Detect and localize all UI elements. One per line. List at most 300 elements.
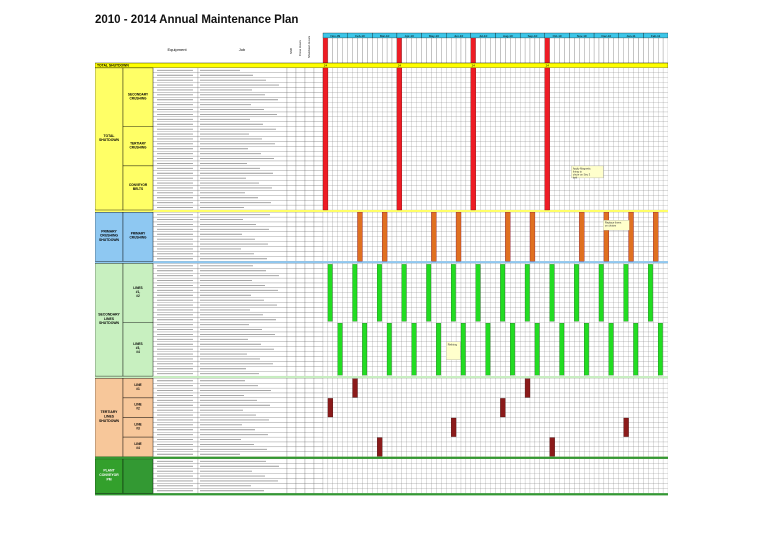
week-cell <box>402 200 407 205</box>
week-cell <box>436 171 441 176</box>
week-cell <box>515 132 520 137</box>
week-cell <box>343 205 348 210</box>
week-cell <box>476 247 481 252</box>
week-cell <box>540 268 545 273</box>
week-cell <box>515 293 520 298</box>
week-cell <box>565 217 570 222</box>
week-cell <box>402 361 407 366</box>
hours-cell <box>287 117 296 122</box>
week-cell <box>658 251 663 256</box>
week-cell <box>629 322 634 327</box>
week-cell <box>436 312 441 317</box>
week-cell <box>348 92 353 97</box>
week-cell <box>540 78 545 83</box>
week-cell <box>619 263 624 268</box>
week-cell <box>397 217 402 222</box>
week-cell <box>594 137 599 142</box>
week-cell <box>323 366 328 371</box>
week-cell <box>362 73 367 78</box>
week-cell <box>367 268 372 273</box>
week-cell <box>377 337 382 342</box>
week-cell <box>412 156 417 161</box>
week-cell <box>614 97 619 102</box>
week-cell <box>387 293 392 298</box>
week-cell <box>653 327 658 332</box>
week-cell <box>481 322 486 327</box>
week-cell <box>343 298 348 303</box>
week-cell <box>663 366 668 371</box>
week-cell <box>574 352 579 357</box>
week-cell <box>481 283 486 288</box>
week-cell <box>372 176 377 181</box>
week-cell <box>343 190 348 195</box>
week-cell <box>579 112 584 117</box>
week-cell <box>614 112 619 117</box>
week-cell <box>481 141 486 146</box>
week-cell <box>427 205 432 210</box>
week-cell <box>535 141 540 146</box>
week-cell <box>505 200 510 205</box>
week-cell <box>589 117 594 122</box>
week-cell <box>333 308 338 313</box>
week-cell <box>451 195 456 200</box>
week-cell <box>417 273 422 278</box>
week-cell <box>535 102 540 107</box>
week-cell <box>461 156 466 161</box>
week-cell <box>560 122 565 127</box>
week-cell <box>515 122 520 127</box>
week-cell <box>496 137 501 142</box>
week-cell <box>540 176 545 181</box>
week-cell <box>382 200 387 205</box>
week-cell <box>604 68 609 73</box>
week-cell <box>619 327 624 332</box>
week-cell <box>594 361 599 366</box>
week-cell <box>392 378 397 383</box>
week-cell <box>569 78 574 83</box>
week-cell <box>367 107 372 112</box>
week-cell <box>614 151 619 156</box>
week-cell <box>520 146 525 151</box>
week-cell <box>505 97 510 102</box>
week-cell <box>505 122 510 127</box>
week-cell <box>515 151 520 156</box>
week-cell <box>461 217 466 222</box>
week-cell <box>496 176 501 181</box>
week-cell <box>441 322 446 327</box>
week-cell <box>550 88 555 93</box>
week-cell <box>510 232 515 237</box>
week-cell <box>614 273 619 278</box>
week-cell <box>466 171 471 176</box>
week-cell <box>634 97 639 102</box>
week-cell <box>648 222 653 227</box>
week-cell <box>387 78 392 83</box>
week-cell <box>609 247 614 252</box>
week-header-cell <box>599 38 604 63</box>
week-cell <box>634 312 639 317</box>
week-cell <box>579 347 584 352</box>
week-cell <box>643 303 648 308</box>
week-cell <box>486 78 491 83</box>
week-cell <box>525 337 530 342</box>
week-cell <box>387 73 392 78</box>
week-cell <box>634 247 639 252</box>
week-cell <box>382 78 387 83</box>
week-cell <box>565 342 570 347</box>
week-cell <box>382 205 387 210</box>
week-cell <box>653 352 658 357</box>
week-cell <box>520 97 525 102</box>
week-cell <box>555 112 560 117</box>
week-cell <box>466 122 471 127</box>
week-cell <box>604 263 609 268</box>
hours-cell <box>314 256 323 261</box>
week-cell <box>530 102 535 107</box>
week-cell <box>323 273 328 278</box>
week-cell <box>372 161 377 166</box>
week-cell <box>584 317 589 322</box>
week-cell <box>377 141 382 146</box>
week-cell <box>604 308 609 313</box>
week-cell <box>614 212 619 217</box>
week-cell <box>515 303 520 308</box>
week-cell <box>569 371 574 376</box>
week-header-cell <box>500 38 505 63</box>
week-cell <box>461 195 466 200</box>
week-cell <box>555 303 560 308</box>
hours-cell <box>314 237 323 242</box>
week-header-cell <box>402 38 407 63</box>
week-header-cell <box>382 38 387 63</box>
week-cell <box>328 205 333 210</box>
week-cell <box>427 242 432 247</box>
week-cell <box>550 327 555 332</box>
week-cell <box>594 181 599 186</box>
week-cell <box>367 366 372 371</box>
week-cell <box>530 117 535 122</box>
week-cell <box>614 190 619 195</box>
week-cell <box>362 378 367 383</box>
week-cell <box>609 102 614 107</box>
week-cell <box>614 195 619 200</box>
week-cell <box>441 132 446 137</box>
week-cell <box>510 237 515 242</box>
week-cell <box>525 237 530 242</box>
week-cell <box>476 347 481 352</box>
week-cell <box>525 205 530 210</box>
week-cell <box>333 195 338 200</box>
week-cell <box>545 317 550 322</box>
week-cell <box>367 378 372 383</box>
week-cell <box>638 312 643 317</box>
week-cell <box>402 371 407 376</box>
week-cell <box>648 337 653 342</box>
week-cell <box>417 237 422 242</box>
week-cell <box>496 378 501 383</box>
week-cell <box>436 190 441 195</box>
hours-cell <box>287 161 296 166</box>
week-cell <box>402 92 407 97</box>
hours-cell <box>314 73 323 78</box>
week-cell <box>510 205 515 210</box>
week-cell <box>431 283 436 288</box>
week-cell <box>402 186 407 191</box>
hours-cell <box>314 137 323 142</box>
week-cell <box>456 322 461 327</box>
week-cell <box>412 256 417 261</box>
week-cell <box>333 176 338 181</box>
week-cell <box>328 166 333 171</box>
week-cell <box>402 222 407 227</box>
week-cell <box>525 357 530 362</box>
week-cell <box>614 263 619 268</box>
week-cell <box>589 256 594 261</box>
week-cell <box>372 186 377 191</box>
week-cell <box>382 317 387 322</box>
week-cell <box>422 146 427 151</box>
week-cell <box>545 352 550 357</box>
week-cell <box>348 181 353 186</box>
week-cell <box>496 141 501 146</box>
week-cell <box>402 83 407 88</box>
week-cell <box>456 268 461 273</box>
week-cell <box>417 205 422 210</box>
hours-cell <box>305 212 314 217</box>
week-cell <box>387 137 392 142</box>
week-cell <box>436 141 441 146</box>
week-cell <box>599 247 604 252</box>
week-cell <box>579 68 584 73</box>
week-cell <box>530 171 535 176</box>
week-cell <box>397 312 402 317</box>
week-cell <box>446 247 451 252</box>
week-cell <box>446 263 451 268</box>
week-cell <box>333 371 338 376</box>
week-cell <box>614 171 619 176</box>
week-cell <box>545 227 550 232</box>
week-cell <box>634 205 639 210</box>
week-cell <box>466 352 471 357</box>
week-cell <box>407 68 412 73</box>
week-cell <box>451 190 456 195</box>
week-cell <box>638 366 643 371</box>
week-cell <box>372 232 377 237</box>
week-cell <box>594 205 599 210</box>
week-cell <box>431 322 436 327</box>
week-cell <box>427 132 432 137</box>
week-cell <box>520 161 525 166</box>
week-cell <box>461 263 466 268</box>
week-cell <box>589 371 594 376</box>
week-cell <box>624 256 629 261</box>
hours-cell <box>296 83 305 88</box>
week-cell <box>658 117 663 122</box>
week-cell <box>535 117 540 122</box>
week-cell <box>417 337 422 342</box>
week-cell <box>545 332 550 337</box>
week-cell <box>658 83 663 88</box>
week-cell <box>569 293 574 298</box>
week-cell <box>353 251 358 256</box>
week-cell <box>520 222 525 227</box>
week-cell <box>362 102 367 107</box>
week-cell <box>579 122 584 127</box>
week-cell <box>579 293 584 298</box>
week-cell <box>407 357 412 362</box>
week-cell <box>609 146 614 151</box>
week-cell <box>629 83 634 88</box>
week-cell <box>540 146 545 151</box>
week-cell <box>535 293 540 298</box>
week-cell <box>609 176 614 181</box>
week-cell <box>643 122 648 127</box>
week-cell <box>358 337 363 342</box>
week-cell <box>466 232 471 237</box>
week-cell <box>545 347 550 352</box>
week-cell <box>367 73 372 78</box>
week-cell <box>343 357 348 362</box>
week-cell <box>555 256 560 261</box>
week-cell <box>609 161 614 166</box>
week-cell <box>663 327 668 332</box>
week-cell <box>658 212 663 217</box>
week-cell <box>648 78 653 83</box>
week-cell <box>367 127 372 132</box>
week-cell <box>500 378 505 383</box>
week-cell <box>323 288 328 293</box>
week-cell <box>362 227 367 232</box>
week-cell <box>515 166 520 171</box>
hours-cell <box>305 156 314 161</box>
week-cell <box>476 112 481 117</box>
week-cell <box>476 251 481 256</box>
week-cell <box>496 361 501 366</box>
week-cell <box>466 366 471 371</box>
week-cell <box>431 92 436 97</box>
hours-cell <box>314 357 323 362</box>
week-cell <box>372 278 377 283</box>
week-cell <box>392 212 397 217</box>
week-cell <box>520 166 525 171</box>
week-cell <box>471 278 476 283</box>
week-cell <box>362 222 367 227</box>
week-cell <box>392 273 397 278</box>
week-cell <box>643 337 648 342</box>
week-cell <box>372 378 377 383</box>
week-cell <box>441 107 446 112</box>
week-cell <box>604 312 609 317</box>
week-cell <box>525 186 530 191</box>
week-cell <box>629 171 634 176</box>
week-cell <box>407 242 412 247</box>
week-cell <box>456 151 461 156</box>
week-cell <box>422 78 427 83</box>
week-cell <box>456 161 461 166</box>
hours-cell <box>305 83 314 88</box>
week-cell <box>392 92 397 97</box>
week-cell <box>382 127 387 132</box>
hours-cell <box>314 312 323 317</box>
week-cell <box>550 251 555 256</box>
week-cell <box>333 97 338 102</box>
week-cell <box>594 132 599 137</box>
week-cell <box>643 283 648 288</box>
week-cell <box>436 137 441 142</box>
week-cell <box>461 73 466 78</box>
week-cell <box>466 141 471 146</box>
week-cell <box>338 217 343 222</box>
week-cell <box>638 361 643 366</box>
week-cell <box>500 171 505 176</box>
week-cell <box>456 273 461 278</box>
week-cell <box>431 357 436 362</box>
week-cell <box>372 322 377 327</box>
week-cell <box>589 347 594 352</box>
week-cell <box>367 288 372 293</box>
week-cell <box>505 156 510 161</box>
week-cell <box>599 97 604 102</box>
week-cell <box>431 293 436 298</box>
week-cell <box>338 205 343 210</box>
week-cell <box>560 181 565 186</box>
week-cell <box>407 217 412 222</box>
week-cell <box>609 268 614 273</box>
week-cell <box>436 303 441 308</box>
week-cell <box>372 171 377 176</box>
hours-cell <box>305 347 314 352</box>
week-cell <box>663 263 668 268</box>
week-cell <box>402 132 407 137</box>
week-cell <box>392 146 397 151</box>
week-cell <box>653 127 658 132</box>
week-cell <box>663 342 668 347</box>
week-cell <box>417 347 422 352</box>
week-cell <box>540 337 545 342</box>
week-cell <box>466 156 471 161</box>
week-cell <box>589 298 594 303</box>
week-cell <box>412 117 417 122</box>
week-cell <box>500 361 505 366</box>
week-cell <box>387 92 392 97</box>
week-cell <box>609 127 614 132</box>
week-cell <box>367 212 372 217</box>
week-cell <box>579 312 584 317</box>
week-cell <box>427 156 432 161</box>
week-cell <box>619 288 624 293</box>
week-cell <box>584 102 589 107</box>
week-cell <box>348 278 353 283</box>
week-cell <box>397 278 402 283</box>
week-cell <box>569 222 574 227</box>
week-cell <box>392 137 397 142</box>
week-cell <box>491 242 496 247</box>
week-cell <box>392 332 397 337</box>
week-cell <box>535 137 540 142</box>
week-cell <box>510 141 515 146</box>
week-cell <box>476 88 481 93</box>
week-cell <box>609 263 614 268</box>
week-cell <box>505 88 510 93</box>
week-cell <box>412 278 417 283</box>
week-cell <box>358 308 363 313</box>
week-cell <box>550 127 555 132</box>
week-cell <box>402 352 407 357</box>
week-cell <box>417 298 422 303</box>
week-cell <box>338 317 343 322</box>
week-cell <box>362 308 367 313</box>
week-cell <box>500 327 505 332</box>
